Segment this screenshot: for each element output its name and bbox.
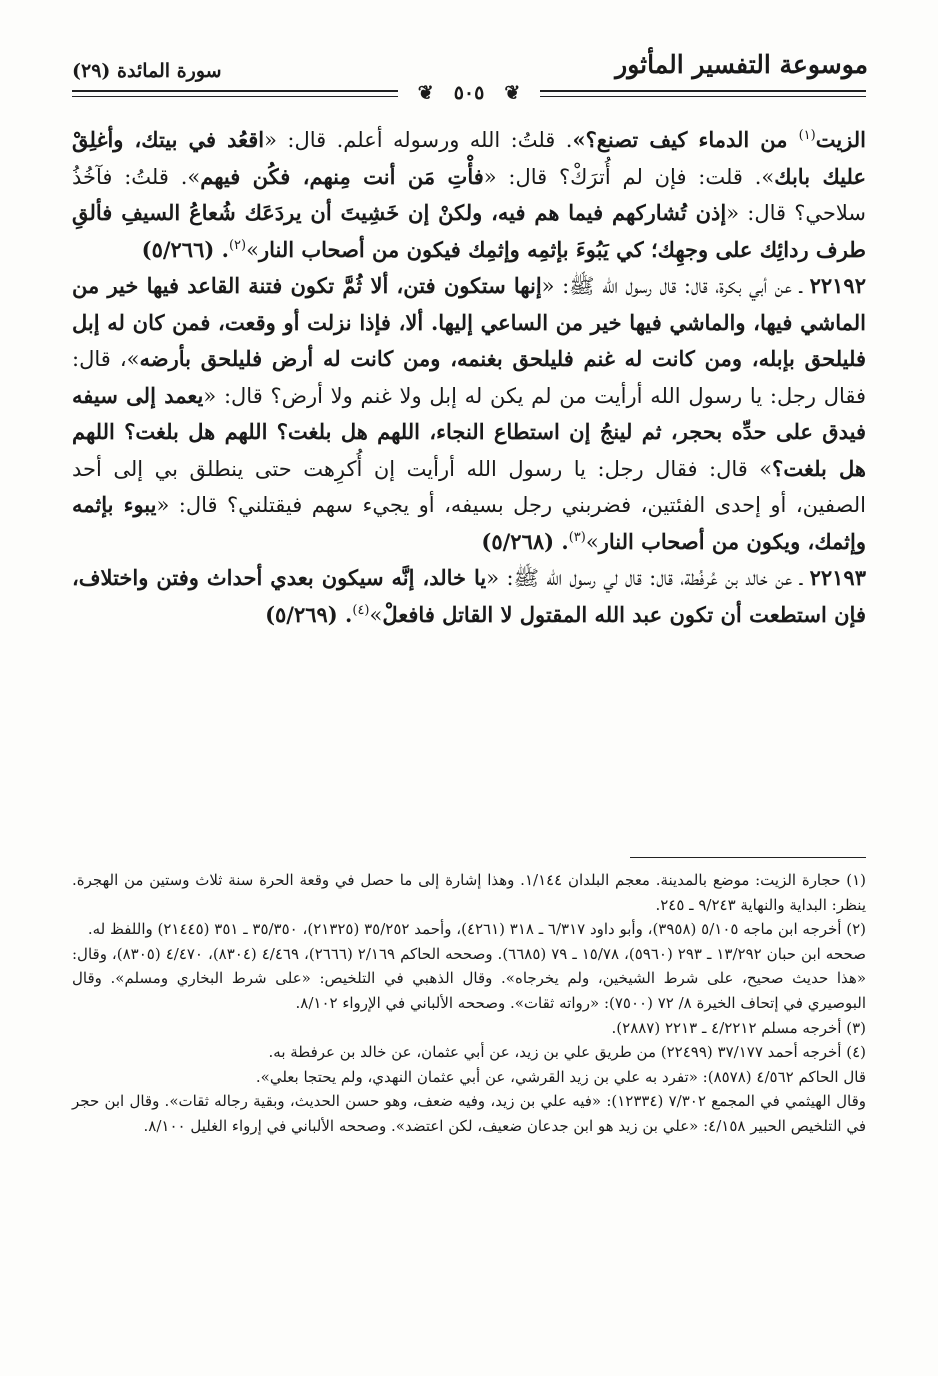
volume-page-ref: . (٥/٢٦٦) [141,236,229,262]
footnote-ref-2: (٢) [228,237,247,253]
text-segment: »، قال: فقال رجل: يا رسول الله أرأيت من لم يكن له إبل ولا غنم ولا أرض؟ قال: « [72,347,867,408]
volume-page-ref: . (٥/٢٦٨) [481,528,569,554]
paragraph-continuation [72,122,866,268]
footnote-4-cont-b: وقال الهيثمي في المجمع ٧/٣٠٢ (١٢٣٣٤): «فيه علي بن زيد، وفيه ضعف، وهو حسن الحديث، وبقية رجاله ثقات». وقال ابن حجر في التلخيص الحبير ٤/١٥٨: «علي بن زيد هو ابن جدعان ضعيف، لكن اعتضد». وصححه الألباني في إرواء الغليل ٨/١٠٠. [72,1092,866,1135]
text-segment: ». قلتُ: فآخُذُ سلاحي؟ قال: « [72,164,866,225]
text-segment: » [369,602,383,627]
text-segment: ». قلت: فإن لم أُترَكْ؟ قال: « [483,164,775,189]
hadith-number: ٢٢١٩٣ [809,565,866,590]
footnote-4-cont-a: قال الحاكم ٤/٥٦٢ (٨٥٧٨): «تفرد به علي بن زيد القرشي، عن أبي عثمان النهدي، ولم يحتجا بعلي». [255,1067,866,1086]
text-segment: يا خالد، إنَّه سيكون بعدي أحداث وفتن واختلاف، فإن استطعت أن تكون عبد الله المقتول لا القاتل فافعلْ [72,565,866,627]
footnotes [72,868,866,1139]
text-segment: إذن تُشاركهم فيما هم فيه، ولكنْ إن خَشِيتَ أن يردَعَك شُعاعُ السيفِ فألقِ طرف ردائِك على وجهِك؛ كي يَبُوءَ بإثمِه وإثمِك فيكون من أصحاب النار [72,200,866,262]
text-segment: إنها ستكون فتن، ألا ثُمَّ تكون فتنة القاعد فيها خير من الماشي فيها، والماشي فيها خير من الساعي إليها. ألا، فإذا نزلت أو وقعت، فمن كان له إبل فليلحق بإبله، ومن كانت له غنم فليلحق بغنمه، ومن كانت له أرض فليلحق بأرضه [72,273,866,371]
text-segment: اقعُد في بيتك، وأغلِقْ عليك بابك [72,127,866,189]
ornament-left-icon: ❦ [408,82,444,104]
hadith-number: ٢٢١٩٢ [809,273,866,298]
footnote-2-cont: صححه ابن حبان ١٣/٢٩٢ ـ ٢٩٣ (٥٩٦٠)، ١٥/٧٨ ـ ٧٩ (٦٦٨٥). وصححه الحاكم ٢/١٦٩ (٢٦٦٦)، ٤/٤٦٩ (٨٣٠٤)، ٤/٤٧٠ (٨٣٠٥)، وقال: «هذا حديث صحيح، على شرط الشيخين، ولم يخرجاه». وقال الذهبي في التلخيص: «على شرط البخاري ومسلم». وقال البوصيري في إتحاف الخيرة ٨/ ٧٢ (٧٥٠٠): «رواته ثقات». وصححه الألباني في الإرواء ٨/١٠٢. [72,944,866,1012]
text-segment: فأْتِ مَن أنت مِنهم، فكُن فيهم [200,163,484,189]
footnote-2: (٢) أخرجه ابن ماجه ٥/١٠٥ (٣٩٥٨)، وأبو داود ٦/٣١٧ ـ ٣١٨ (٤٢٦١)، وأحمد ٣٥/٢٥٢ (٢١٣٢٥)، ٣٥/٣٥٠ ـ ٣٥١ (٢١٤٤٥) واللفظ له. [87,920,866,939]
page-number: ٥٠٥ [444,82,495,104]
footnote-ref-3: (٣) [568,529,586,545]
footnote-1: (١) حجارة الزيت: موضع بالمدينة. معجم البلدان ١/١٤٤. وهذا إشارة إلى ما حصل في وقعة الحرة سنة ثلاث وستين من الهجرة. ينظر: البداية والنهاية ٩/٢٤٣ ـ ٢٤٥. [72,871,866,914]
surah-label: سورة المائدة (٢٩) [72,60,222,82]
text-segment: » [585,529,599,554]
text-segment: » [246,237,259,262]
text-segment: الزيت [815,127,867,152]
text-segment: » قال: فقال رجل: يا رسول الله أرأيت إن أُكرِهت حتى ينطلق بي إلى أحد الصفين، أو إحدى الفئتين، فضربني رجل بسيفه، أو يجيء سهم فيقتلني؟ قال: « [72,456,866,517]
book-title: موسوعة التفسير المأثور [615,50,868,79]
hadith-22192 [72,268,866,560]
hadith-22193 [72,560,866,633]
footnote-separator [630,857,866,858]
text-segment: . قلتُ: الله ورسوله أعلم. قال: « [264,128,573,152]
text-segment: يعمد إلى سيفه فيدق على حدِّه بحجر، ثم لينجُ إن استطاع النجاء، اللهم هل بلغت؟ اللهم هل بلغت؟ اللهم هل بلغت؟ [72,382,867,481]
main-text [72,122,866,633]
footnote-4: (٤) أخرجه أحمد ٣٧/١٧٧ (٢٢٤٩٩) من طريق علي بن زيد، عن أبي عثمان، عن خالد بن عرفطة به. [268,1043,866,1062]
page-number-box [398,82,540,104]
page-number-row [0,82,938,104]
volume-page-ref: . (٥/٢٦٩) [265,601,353,627]
text-segment: يبوء بإثمه وإثمك، ويكون من أصحاب النار [72,492,866,554]
text-segment: ـ عن أبي بكرة، قال: قال رسول الله ﷺ: « [541,274,810,298]
footnote-3: (٣) أخرجه مسلم ٤/٢٢١٢ ـ ٢٢١٣ (٢٨٨٧). [611,1018,866,1037]
footnote-ref-4: (٤) [352,602,370,618]
text-segment: من الدماء كيف تصنع؟» [572,127,799,152]
ornament-right-icon: ❦ [494,82,530,104]
text-segment: ـ عن خالد بن عُرفُطة، قال: قال لي رسول الله ﷺ: « [486,566,810,590]
footnote-ref-1: (١) [798,128,816,143]
